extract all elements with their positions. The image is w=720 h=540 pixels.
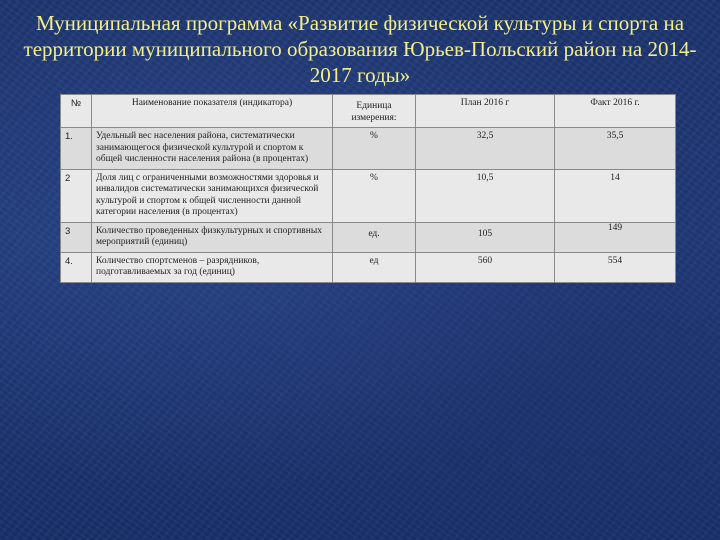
header-num: № [61, 95, 92, 128]
row-num: 4. [61, 252, 92, 282]
table-row [61, 222, 676, 252]
slide-title: Муниципальная программа «Развитие физической культуры и спорта на территории муниципального образования Юрьев-Польский район на 2014-2017 годы» [23, 11, 697, 87]
row-num: 1. [61, 128, 92, 170]
indicators-table-container [60, 94, 676, 283]
row-name: Удельный вес населения района, систематически занимающегося физической культурой и спортом к общей численности населения района (в процентах) [92, 128, 333, 170]
row-fact: 554 [555, 252, 676, 282]
header-unit: Единица измерения: [333, 95, 416, 128]
row-unit: % [333, 169, 416, 222]
row-unit: % [333, 128, 416, 170]
row-name: Количество спортсменов – разрядников, подготавливаемых за год (единиц) [92, 252, 333, 282]
row-unit: ед. [333, 222, 416, 252]
row-plan: 560 [416, 252, 555, 282]
row-name: Количество проведенных физкультурных и спортивных мероприятий (единиц) [92, 222, 333, 252]
row-num: 3 [61, 222, 92, 252]
header-fact: Факт 2016 г. [555, 95, 676, 128]
row-unit: ед [333, 252, 416, 282]
table-row [61, 169, 676, 222]
row-fact: 35,5 [555, 128, 676, 170]
row-plan: 10,5 [416, 169, 555, 222]
row-name: Доля лиц с ограниченными возможностями здоровья и инвалидов систематически занимающихся физической культурой и спортом к общей численности данной категории населения (в процентах) [92, 169, 333, 222]
table-row [61, 252, 676, 282]
row-fact: 14 [555, 169, 676, 222]
row-fact: 149 [555, 222, 676, 252]
table-row [61, 128, 676, 170]
row-plan: 105 [416, 222, 555, 252]
row-num: 2 [61, 169, 92, 222]
row-plan: 32,5 [416, 128, 555, 170]
table-header-row [61, 95, 676, 128]
header-plan: План 2016 г [416, 95, 555, 128]
indicators-table [60, 94, 676, 283]
header-name: Наименование показателя (индикатора) [92, 95, 333, 128]
